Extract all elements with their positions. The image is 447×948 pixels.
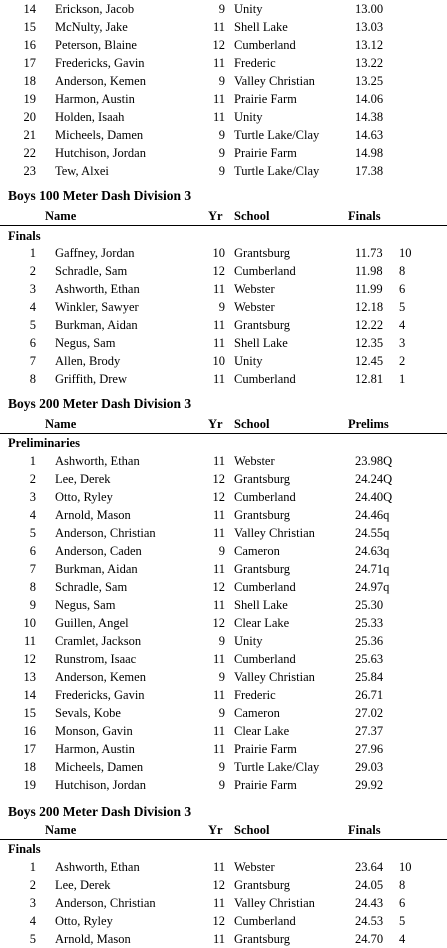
year-cell: 10 (212, 246, 225, 260)
mark-cell: 24.63q (355, 544, 390, 558)
place-cell: 15 (23, 20, 36, 34)
athlete-name-cell: Lee, Derek (55, 878, 111, 892)
year-cell: 11 (212, 724, 225, 738)
result-row (0, 758, 447, 776)
place-cell: 5 (29, 318, 36, 332)
year-cell: 9 (218, 164, 225, 178)
result-row (0, 722, 447, 740)
place-cell: 21 (23, 128, 36, 142)
place-cell: 16 (23, 38, 36, 52)
mark-cell: 26.71 (355, 688, 384, 702)
mark-cell: 23.64 (355, 860, 384, 874)
year-cell: 11 (212, 688, 225, 702)
mark-cell: 13.03 (355, 20, 384, 34)
place-cell: 10 (23, 616, 36, 630)
mark-cell: 14.63 (355, 128, 384, 142)
mark-cell: 23.98Q (355, 454, 393, 468)
result-row (0, 524, 447, 542)
points-cell: 4 (399, 932, 406, 946)
school-cell: Grantsburg (234, 878, 291, 892)
round-label: Finals (8, 229, 41, 243)
mark-cell: 12.35 (355, 336, 384, 350)
athlete-name-cell: Negus, Sam (55, 598, 116, 612)
school-cell: Grantsburg (234, 932, 291, 946)
athlete-name-cell: Sevals, Kobe (55, 706, 121, 720)
year-cell: 12 (212, 490, 225, 504)
points-cell: 1 (399, 372, 406, 386)
athlete-name-cell: Arnold, Mason (55, 508, 131, 522)
place-cell: 2 (29, 264, 36, 278)
year-cell: 11 (212, 372, 225, 386)
result-row (0, 578, 447, 596)
year-cell: 11 (212, 742, 225, 756)
place-cell: 7 (29, 354, 36, 368)
school-cell: Valley Christian (234, 74, 315, 88)
school-cell: Grantsburg (234, 246, 291, 260)
place-cell: 4 (29, 914, 36, 928)
header-name: Name (45, 417, 77, 431)
school-cell: Cumberland (234, 264, 296, 278)
year-cell: 12 (212, 914, 225, 928)
year-cell: 11 (212, 110, 225, 124)
points-cell: 6 (399, 282, 406, 296)
school-cell: Clear Lake (234, 724, 290, 738)
year-cell: 11 (212, 20, 225, 34)
result-row (0, 912, 447, 930)
header-yr: Yr (208, 417, 223, 431)
result-row (0, 776, 447, 794)
school-cell: Cumberland (234, 372, 296, 386)
header-school: School (234, 209, 270, 223)
result-row (0, 36, 447, 54)
school-cell: Prairie Farm (234, 92, 297, 106)
place-cell: 7 (29, 562, 36, 576)
place-cell: 4 (29, 300, 36, 314)
athlete-name-cell: Ashworth, Ethan (55, 454, 140, 468)
place-cell: 14 (23, 688, 36, 702)
header-school: School (234, 823, 270, 837)
mark-cell: 25.84 (355, 670, 384, 684)
school-cell: Clear Lake (234, 616, 290, 630)
result-row (0, 108, 447, 126)
year-cell: 12 (212, 878, 225, 892)
year-cell: 11 (212, 860, 225, 874)
result-row (0, 704, 447, 722)
athlete-name-cell: Burkman, Aidan (55, 562, 138, 576)
year-cell: 9 (218, 634, 225, 648)
year-cell: 9 (218, 778, 225, 792)
mark-cell: 27.37 (355, 724, 384, 738)
result-row (0, 740, 447, 758)
athlete-name-cell: Hutchison, Jordan (55, 146, 146, 160)
points-cell: 8 (399, 878, 406, 892)
school-cell: Cumberland (234, 914, 296, 928)
mark-cell: 17.38 (355, 164, 384, 178)
year-cell: 11 (212, 508, 225, 522)
result-row (0, 470, 447, 488)
athlete-name-cell: Winkler, Sawyer (55, 300, 139, 314)
points-cell: 2 (399, 354, 406, 368)
points-cell: 3 (399, 336, 406, 350)
school-cell: Cameron (234, 544, 280, 558)
result-row (0, 650, 447, 668)
event-title: Boys 100 Meter Dash Division 3 (8, 188, 192, 203)
school-cell: Prairie Farm (234, 778, 297, 792)
place-cell: 3 (29, 282, 36, 296)
round-label: Preliminaries (8, 436, 80, 450)
year-cell: 11 (212, 318, 225, 332)
points-cell: 6 (399, 896, 406, 910)
event-title: Boys 200 Meter Dash Division 3 (8, 396, 192, 411)
school-cell: Unity (234, 110, 263, 124)
place-cell: 2 (29, 878, 36, 892)
athlete-name-cell: Fredericks, Gavin (55, 56, 145, 70)
header-mark: Prelims (348, 417, 389, 431)
year-cell: 12 (212, 38, 225, 52)
points-cell: 10 (399, 246, 412, 260)
mark-cell: 24.24Q (355, 472, 393, 486)
athlete-name-cell: Arnold, Mason (55, 932, 131, 946)
place-cell: 9 (29, 598, 36, 612)
result-row (0, 144, 447, 162)
result-row (0, 18, 447, 36)
mark-cell: 12.45 (355, 354, 384, 368)
place-cell: 13 (23, 670, 36, 684)
result-row (0, 560, 447, 578)
result-row (0, 632, 447, 650)
athlete-name-cell: Anderson, Kemen (55, 670, 146, 684)
result-row (0, 506, 447, 524)
result-row (0, 488, 447, 506)
school-cell: Webster (234, 454, 275, 468)
result-row (0, 542, 447, 560)
place-cell: 5 (29, 932, 36, 946)
school-cell: Unity (234, 634, 263, 648)
mark-cell: 25.30 (355, 598, 384, 612)
place-cell: 1 (29, 860, 36, 874)
year-cell: 12 (212, 616, 225, 630)
school-cell: Webster (234, 282, 275, 296)
place-cell: 17 (23, 56, 36, 70)
place-cell: 5 (29, 526, 36, 540)
mark-cell: 11.98 (355, 264, 383, 278)
year-cell: 9 (218, 544, 225, 558)
header-yr: Yr (208, 823, 223, 837)
athlete-name-cell: Otto, Ryley (55, 914, 113, 928)
place-cell: 18 (23, 74, 36, 88)
place-cell: 11 (23, 634, 36, 648)
result-row (0, 0, 447, 18)
mark-cell: 14.98 (355, 146, 384, 160)
school-cell: Shell Lake (234, 336, 288, 350)
year-cell: 9 (218, 706, 225, 720)
result-row (0, 334, 447, 352)
athlete-name-cell: Guillen, Angel (55, 616, 129, 630)
athlete-name-cell: McNulty, Jake (55, 20, 128, 34)
result-row (0, 668, 447, 686)
place-cell: 4 (29, 508, 36, 522)
mark-cell: 29.03 (355, 760, 384, 774)
place-cell: 8 (29, 580, 36, 594)
result-row (0, 894, 447, 912)
result-row (0, 686, 447, 704)
points-cell: 5 (399, 914, 406, 928)
year-cell: 11 (212, 56, 225, 70)
mark-cell: 24.97q (355, 580, 390, 594)
result-row (0, 244, 447, 262)
mark-cell: 13.00 (355, 2, 384, 16)
column-header-row (0, 415, 447, 434)
athlete-name-cell: Otto, Ryley (55, 490, 113, 504)
school-cell: Grantsburg (234, 472, 291, 486)
result-row (0, 858, 447, 876)
result-row (0, 298, 447, 316)
place-cell: 22 (23, 146, 36, 160)
place-cell: 16 (23, 724, 36, 738)
mark-cell: 11.99 (355, 282, 383, 296)
result-row (0, 352, 447, 370)
school-cell: Turtle Lake/Clay (234, 164, 320, 178)
athlete-name-cell: Anderson, Christian (55, 896, 156, 910)
year-cell: 11 (212, 562, 225, 576)
year-cell: 12 (212, 472, 225, 486)
place-cell: 6 (29, 544, 36, 558)
school-cell: Turtle Lake/Clay (234, 128, 320, 142)
mark-cell: 24.70 (355, 932, 384, 946)
result-row (0, 614, 447, 632)
result-row (0, 72, 447, 90)
place-cell: 19 (23, 92, 36, 106)
year-cell: 11 (212, 598, 225, 612)
athlete-name-cell: Monson, Gavin (55, 724, 133, 738)
mark-cell: 24.40Q (355, 490, 393, 504)
mark-cell: 24.71q (355, 562, 390, 576)
athlete-name-cell: Lee, Derek (55, 472, 111, 486)
mark-cell: 14.38 (355, 110, 384, 124)
header-yr: Yr (208, 209, 223, 223)
mark-cell: 24.05 (355, 878, 384, 892)
school-cell: Unity (234, 354, 263, 368)
result-row (0, 316, 447, 334)
year-cell: 9 (218, 128, 225, 142)
school-cell: Unity (234, 2, 263, 16)
year-cell: 9 (218, 760, 225, 774)
athlete-name-cell: Peterson, Blaine (55, 38, 137, 52)
athlete-name-cell: Ashworth, Ethan (55, 282, 140, 296)
result-row (0, 596, 447, 614)
athlete-name-cell: Ashworth, Ethan (55, 860, 140, 874)
result-row (0, 126, 447, 144)
athlete-name-cell: Schradle, Sam (55, 580, 128, 594)
athlete-name-cell: Anderson, Christian (55, 526, 156, 540)
result-row (0, 876, 447, 894)
school-cell: Cumberland (234, 490, 296, 504)
athlete-name-cell: Harmon, Austin (55, 742, 135, 756)
points-cell: 10 (399, 860, 412, 874)
school-cell: Valley Christian (234, 896, 315, 910)
mark-cell: 24.53 (355, 914, 384, 928)
year-cell: 11 (212, 932, 225, 946)
mark-cell: 13.25 (355, 74, 384, 88)
event-title: Boys 200 Meter Dash Division 3 (8, 804, 192, 819)
header-school: School (234, 417, 270, 431)
result-row (0, 90, 447, 108)
mark-cell: 27.02 (355, 706, 384, 720)
year-cell: 9 (218, 300, 225, 314)
school-cell: Shell Lake (234, 598, 288, 612)
athlete-name-cell: Micheels, Damen (55, 760, 144, 774)
athlete-name-cell: Schradle, Sam (55, 264, 128, 278)
athlete-name-cell: Griffith, Drew (55, 372, 127, 386)
place-cell: 8 (29, 372, 36, 386)
place-cell: 19 (23, 778, 36, 792)
athlete-name-cell: Allen, Brody (55, 354, 121, 368)
athlete-name-cell: Hutchison, Jordan (55, 778, 146, 792)
points-cell: 4 (399, 318, 406, 332)
result-row (0, 280, 447, 298)
place-cell: 6 (29, 336, 36, 350)
place-cell: 15 (23, 706, 36, 720)
place-cell: 1 (29, 454, 36, 468)
school-cell: Valley Christian (234, 670, 315, 684)
result-row (0, 930, 447, 948)
athlete-name-cell: Erickson, Jacob (55, 2, 135, 16)
mark-cell: 24.43 (355, 896, 384, 910)
school-cell: Prairie Farm (234, 742, 297, 756)
athlete-name-cell: Burkman, Aidan (55, 318, 138, 332)
header-name: Name (45, 823, 77, 837)
place-cell: 14 (23, 2, 36, 16)
athlete-name-cell: Tew, Alxei (55, 164, 109, 178)
school-cell: Cumberland (234, 652, 296, 666)
school-cell: Frederic (234, 688, 276, 702)
school-cell: Frederic (234, 56, 276, 70)
column-header-row (0, 821, 447, 840)
header-mark: Finals (348, 209, 381, 223)
year-cell: 11 (212, 652, 225, 666)
mark-cell: 13.22 (355, 56, 384, 70)
points-cell: 8 (399, 264, 406, 278)
athlete-name-cell: Micheels, Damen (55, 128, 144, 142)
year-cell: 10 (212, 354, 225, 368)
place-cell: 17 (23, 742, 36, 756)
mark-cell: 12.81 (355, 372, 384, 386)
mark-cell: 25.63 (355, 652, 384, 666)
mark-cell: 27.96 (355, 742, 384, 756)
year-cell: 12 (212, 580, 225, 594)
result-row (0, 54, 447, 72)
place-cell: 3 (29, 896, 36, 910)
school-cell: Cumberland (234, 38, 296, 52)
year-cell: 11 (212, 336, 225, 350)
athlete-name-cell: Cramlet, Jackson (55, 634, 142, 648)
athlete-name-cell: Gaffney, Jordan (55, 246, 135, 260)
place-cell: 12 (23, 652, 36, 666)
result-row (0, 262, 447, 280)
school-cell: Valley Christian (234, 526, 315, 540)
year-cell: 9 (218, 146, 225, 160)
school-cell: Grantsburg (234, 562, 291, 576)
mark-cell: 24.55q (355, 526, 390, 540)
athlete-name-cell: Harmon, Austin (55, 92, 135, 106)
athlete-name-cell: Holden, Isaah (55, 110, 125, 124)
school-cell: Webster (234, 300, 275, 314)
mark-cell: 11.73 (355, 246, 383, 260)
place-cell: 3 (29, 490, 36, 504)
school-cell: Cumberland (234, 580, 296, 594)
header-mark: Finals (348, 823, 381, 837)
mark-cell: 29.92 (355, 778, 384, 792)
year-cell: 11 (212, 282, 225, 296)
school-cell: Webster (234, 860, 275, 874)
school-cell: Cameron (234, 706, 280, 720)
result-row (0, 162, 447, 180)
year-cell: 11 (212, 526, 225, 540)
round-label: Finals (8, 842, 41, 856)
athlete-name-cell: Negus, Sam (55, 336, 116, 350)
column-header-row (0, 207, 447, 226)
school-cell: Turtle Lake/Clay (234, 760, 320, 774)
year-cell: 12 (212, 264, 225, 278)
mark-cell: 25.33 (355, 616, 384, 630)
year-cell: 9 (218, 670, 225, 684)
place-cell: 2 (29, 472, 36, 486)
athlete-name-cell: Anderson, Kemen (55, 74, 146, 88)
result-row (0, 370, 447, 388)
place-cell: 1 (29, 246, 36, 260)
year-cell: 11 (212, 454, 225, 468)
place-cell: 23 (23, 164, 36, 178)
header-name: Name (45, 209, 77, 223)
points-cell: 5 (399, 300, 406, 314)
school-cell: Prairie Farm (234, 146, 297, 160)
mark-cell: 14.06 (355, 92, 384, 106)
athlete-name-cell: Anderson, Caden (55, 544, 142, 558)
school-cell: Grantsburg (234, 508, 291, 522)
mark-cell: 24.46q (355, 508, 390, 522)
mark-cell: 12.18 (355, 300, 384, 314)
athlete-name-cell: Fredericks, Gavin (55, 688, 145, 702)
athlete-name-cell: Runstrom, Isaac (55, 652, 137, 666)
school-cell: Shell Lake (234, 20, 288, 34)
year-cell: 11 (212, 92, 225, 106)
mark-cell: 12.22 (355, 318, 384, 332)
year-cell: 9 (218, 2, 225, 16)
mark-cell: 25.36 (355, 634, 384, 648)
school-cell: Grantsburg (234, 318, 291, 332)
place-cell: 20 (23, 110, 36, 124)
year-cell: 11 (212, 896, 225, 910)
place-cell: 18 (23, 760, 36, 774)
mark-cell: 13.12 (355, 38, 384, 52)
result-row (0, 452, 447, 470)
year-cell: 9 (218, 74, 225, 88)
